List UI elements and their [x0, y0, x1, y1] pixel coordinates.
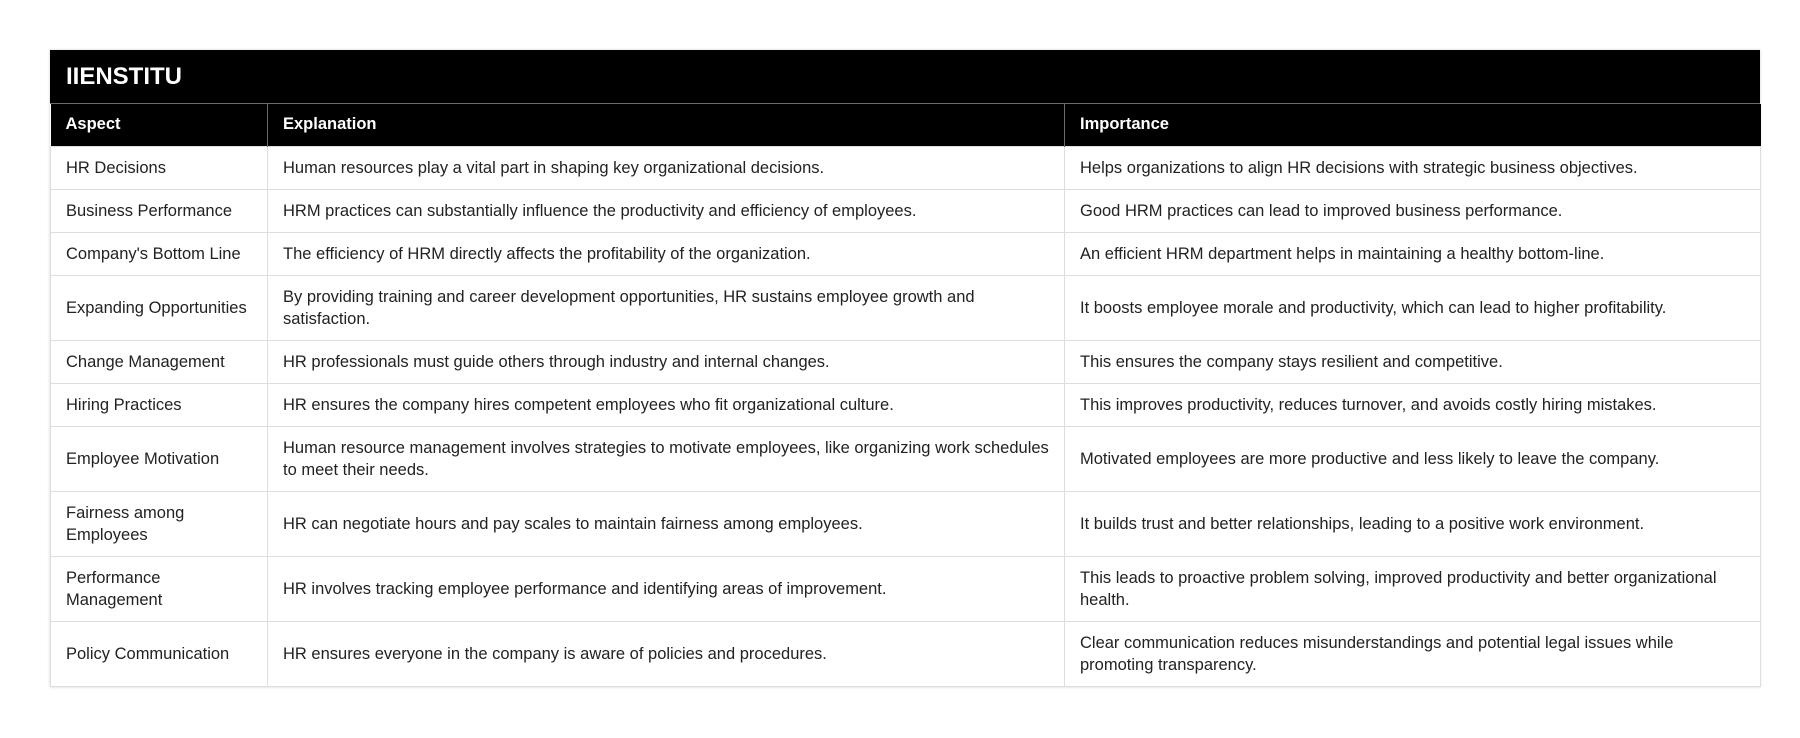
cell-importance: This improves productivity, reduces turnover, and avoids costly hiring mistakes.	[1065, 383, 1761, 426]
column-header-explanation: Explanation	[268, 104, 1065, 146]
header-row	[51, 104, 1761, 146]
cell-importance: This ensures the company stays resilient and competitive.	[1065, 340, 1761, 383]
cell-explanation: The efficiency of HRM directly affects the profitability of the organization.	[268, 232, 1065, 275]
table-row	[51, 146, 1761, 189]
cell-aspect: Company's Bottom Line	[51, 232, 268, 275]
cell-importance: An efficient HRM department helps in maintaining a healthy bottom-line.	[1065, 232, 1761, 275]
cell-importance: Motivated employees are more productive and less likely to leave the company.	[1065, 426, 1761, 491]
cell-importance: Clear communication reduces misunderstandings and potential legal issues while promoting transparency.	[1065, 621, 1761, 686]
cell-explanation: Human resource management involves strategies to motivate employees, like organizing work schedules to meet their needs.	[268, 426, 1065, 491]
cell-aspect: Performance Management	[51, 556, 268, 621]
cell-aspect: Fairness among Employees	[51, 491, 268, 556]
cell-explanation: Human resources play a vital part in shaping key organizational decisions.	[268, 146, 1065, 189]
cell-explanation: HR involves tracking employee performance and identifying areas of improvement.	[268, 556, 1065, 621]
cell-importance: Helps organizations to align HR decisions with strategic business objectives.	[1065, 146, 1761, 189]
data-table	[50, 104, 1761, 687]
table-row	[51, 491, 1761, 556]
table-row	[51, 189, 1761, 232]
column-header-aspect: Aspect	[51, 104, 268, 146]
cell-importance: Good HRM practices can lead to improved business performance.	[1065, 189, 1761, 232]
table-row	[51, 426, 1761, 491]
table-row	[51, 556, 1761, 621]
cell-explanation: HR can negotiate hours and pay scales to maintain fairness among employees.	[268, 491, 1065, 556]
table-row	[51, 232, 1761, 275]
cell-aspect: Policy Communication	[51, 621, 268, 686]
cell-explanation: HR ensures the company hires competent employees who fit organizational culture.	[268, 383, 1065, 426]
cell-explanation: HR ensures everyone in the company is aware of policies and procedures.	[268, 621, 1065, 686]
cell-aspect: HR Decisions	[51, 146, 268, 189]
cell-aspect: Expanding Opportunities	[51, 275, 268, 340]
cell-importance: This leads to proactive problem solving, improved productivity and better organizational health.	[1065, 556, 1761, 621]
table-row	[51, 621, 1761, 686]
hr-importance-table	[50, 50, 1760, 687]
cell-aspect: Hiring Practices	[51, 383, 268, 426]
cell-aspect: Employee Motivation	[51, 426, 268, 491]
cell-aspect: Business Performance	[51, 189, 268, 232]
brand-title: IIENSTITU	[50, 50, 1760, 104]
cell-explanation: By providing training and career development opportunities, HR sustains employee growth and satisfaction.	[268, 275, 1065, 340]
table-row	[51, 275, 1761, 340]
cell-aspect: Change Management	[51, 340, 268, 383]
table-row	[51, 340, 1761, 383]
column-header-importance: Importance	[1065, 104, 1761, 146]
table-row	[51, 383, 1761, 426]
cell-importance: It builds trust and better relationships, leading to a positive work environment.	[1065, 491, 1761, 556]
cell-explanation: HR professionals must guide others through industry and internal changes.	[268, 340, 1065, 383]
cell-importance: It boosts employee morale and productivity, which can lead to higher profitability.	[1065, 275, 1761, 340]
cell-explanation: HRM practices can substantially influence the productivity and efficiency of employees.	[268, 189, 1065, 232]
